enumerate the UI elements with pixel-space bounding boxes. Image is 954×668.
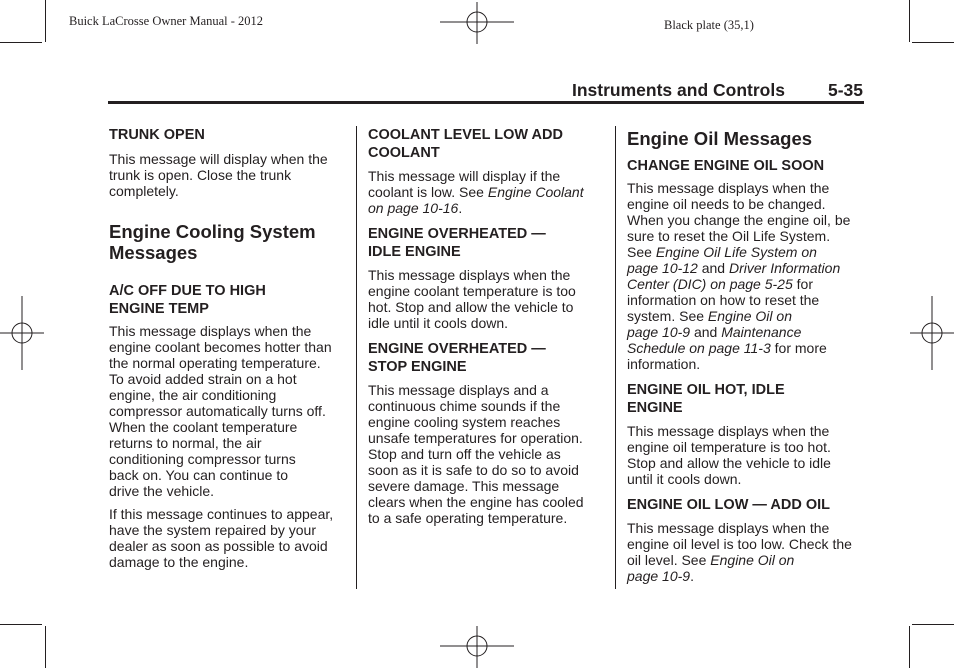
- heading-change-oil: CHANGE ENGINE OIL SOON: [627, 158, 825, 174]
- crop-mark: [912, 624, 954, 625]
- crop-mark: [909, 626, 910, 668]
- paragraph-trunk-open: This message will display when the trunk is open. Close the trunk completely.: [109, 151, 328, 199]
- heading-engine-cooling: Engine Cooling System Messages: [109, 221, 316, 263]
- cross-reference[interactable]: Maintenance Schedule on page 11-3: [627, 324, 802, 356]
- cross-reference[interactable]: Engine Oil on page 10-9: [627, 552, 795, 584]
- crop-mark: [0, 42, 42, 43]
- cross-reference[interactable]: Engine Coolant on page 10-16: [368, 184, 584, 216]
- text-span: .: [458, 200, 463, 216]
- registration-mark-left: [0, 296, 44, 370]
- crop-mark: [0, 624, 42, 625]
- heading-oil-hot: ENGINE OIL HOT, IDLE ENGINE: [627, 382, 785, 416]
- column-2: [368, 126, 608, 526]
- paragraph-continue: If this message continues to appear, have the system repaired by your dealer as soon as possible to avoid damage to the engine.: [109, 506, 334, 570]
- paragraph-coolant-low: [368, 168, 608, 216]
- crop-mark: [45, 0, 46, 42]
- cross-reference[interactable]: Engine Oil on page 10-9: [627, 308, 792, 340]
- text-span: for information on how to reset the system. See: [627, 276, 820, 324]
- registration-mark-right: [910, 296, 954, 370]
- header-rule: [108, 101, 864, 104]
- text-span: This message displays when the engine oil needs to be changed. When you change the engine oil, be sure to reset the Oil Life System. See: [627, 180, 851, 260]
- registration-mark-top: [440, 2, 514, 44]
- plate-label: Black plate (35,1): [664, 18, 754, 32]
- crop-mark: [912, 42, 954, 43]
- registration-mark-bottom: [440, 626, 514, 668]
- section-title: Instruments and Controls: [572, 80, 785, 100]
- cross-reference[interactable]: Engine Oil Life System on page 10-12: [627, 244, 817, 276]
- paragraph-oil-hot: This message displays when the engine oil temperature is too hot. Stop and allow the vehicle to idle until it cools down.: [627, 423, 831, 487]
- column-divider: [356, 126, 357, 589]
- heading-overheated-idle: ENGINE OVERHEATED — IDLE ENGINE: [368, 226, 546, 260]
- manual-title: Buick LaCrosse Owner Manual - 2012: [69, 14, 264, 28]
- heading-overheated-stop: ENGINE OVERHEATED — STOP ENGINE: [368, 341, 546, 375]
- heading-oil-low: ENGINE OIL LOW — ADD OIL: [627, 497, 830, 513]
- paragraph-ac-off: This message displays when the engine coolant becomes hotter than the normal operating temperature. To avoid added strain on a hot engine, the air conditioning compressor automatically turns off. When the coolant temperature returns to normal, the air conditioning compressor turns back on. You can continue to drive the vehicle.: [109, 323, 332, 499]
- column-1: [109, 126, 349, 570]
- text-span: and: [690, 324, 722, 340]
- text-span: This message displays when the engine oil level is too low. Check the oil level. See: [627, 520, 852, 568]
- crop-mark: [45, 626, 46, 668]
- paragraph-oil-low: [627, 520, 877, 584]
- text-span: for more information.: [627, 340, 827, 372]
- heading-trunk-open: TRUNK OPEN: [109, 127, 205, 143]
- crop-mark: [909, 0, 910, 42]
- paragraph-change-oil: [627, 180, 877, 372]
- paragraph-overheated-stop: This message displays and a continuous chime sounds if the engine cooling system reaches unsafe temperatures for operation. Stop and turn off the vehicle as soon as it is safe to do so to avoid severe damage. This message clears when the engine has cooled to a safe operating temperature.: [368, 382, 584, 526]
- text-span: .: [690, 568, 694, 584]
- text-span: and: [697, 260, 729, 276]
- paragraph-overheated-idle: This message displays when the engine coolant temperature is too hot. Stop and allow the vehicle to idle until it cools down.: [368, 267, 576, 331]
- heading-ac-off: A/C OFF DUE TO HIGH ENGINE TEMP: [109, 283, 266, 317]
- heading-engine-oil: Engine Oil Messages: [627, 128, 813, 149]
- cross-reference[interactable]: Driver Information Center (DIC) on page 5-25: [627, 260, 841, 292]
- heading-coolant-low: COOLANT LEVEL LOW ADD COOLANT: [368, 127, 563, 161]
- text-span: This message will display if the coolant is low. See: [368, 168, 561, 200]
- page-number: 5-35: [828, 80, 864, 100]
- column-divider: [615, 126, 616, 589]
- column-3: [627, 126, 877, 584]
